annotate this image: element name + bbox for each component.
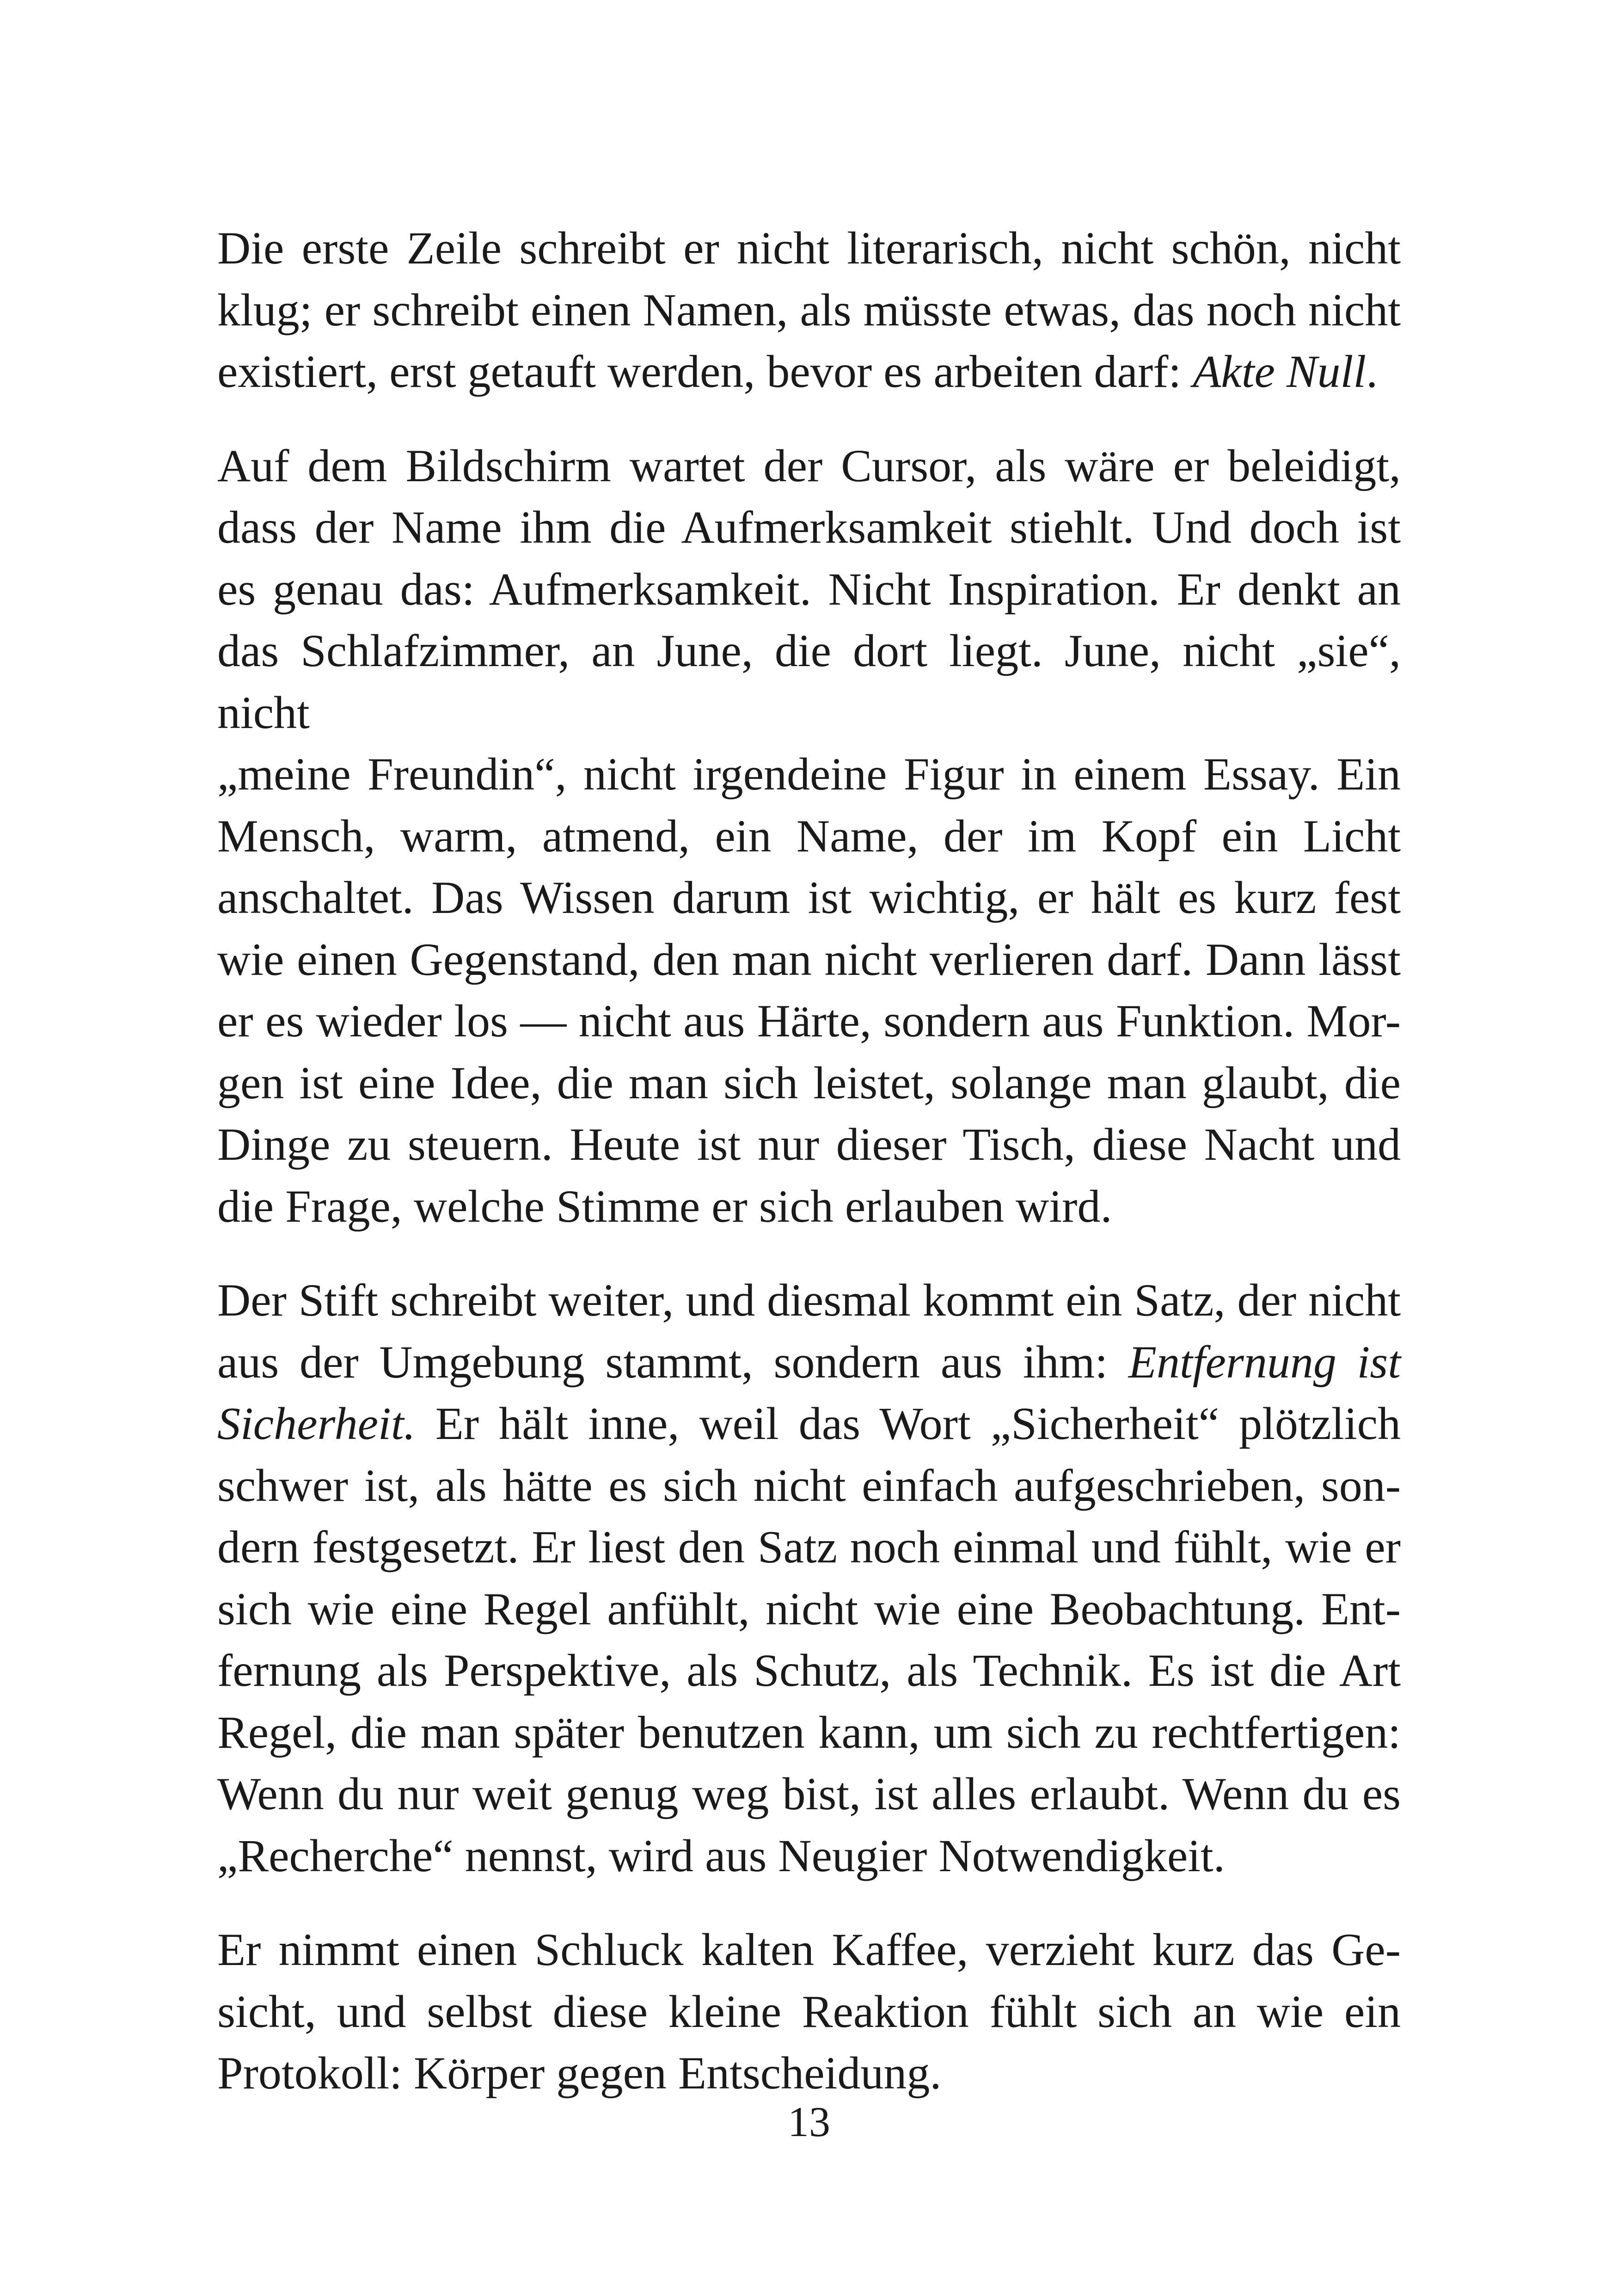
text-line: klug; er schreibt einen Namen, als müsste etwas, das noch nicht: [217, 284, 1401, 336]
paragraph-3: [217, 1269, 1401, 1886]
text-line: Die erste Zeile schreibt er nicht literarisch, nicht schön, nicht: [217, 222, 1401, 274]
italic-title-akte-null: Akte Null: [1193, 346, 1367, 397]
text-run: .: [1366, 346, 1378, 397]
text-line: die Frage, welche Stimme er sich erlauben wird.: [217, 1180, 1112, 1232]
text-line: dass der Name ihm die Aufmerksamkeit stiehlt. Und doch ist: [217, 502, 1401, 553]
text-line: Wenn du nur weit genug weg bist, ist alles erlaubt. Wenn du es: [217, 1768, 1401, 1819]
italic-quote: Entfernung ist: [1128, 1336, 1401, 1388]
text-line: Dinge zu steuern. Heute ist nur dieser Tisch, diese Nacht und: [217, 1119, 1401, 1170]
text-line: gen ist eine Idee, die man sich leistet, solange man glaubt, die: [217, 1057, 1401, 1108]
text-line: Er nimmt einen Schluck kalten Kaffee, verzieht kurz das Ge-: [217, 1924, 1401, 1975]
text-run: Er hält inne, weil das Wort „Sicherheit“ plötzlich: [415, 1398, 1401, 1449]
body-text: [217, 217, 1401, 2104]
text-line: sich wie eine Regel anfühlt, nicht wie eine Beobachtung. Ent-: [217, 1583, 1401, 1635]
text-line: das Schlafzimmer, an June, die dort liegt. June, nicht „sie“, nicht: [217, 625, 1401, 738]
text-line: Mensch, warm, atmend, ein Name, der im Kopf ein Licht: [217, 810, 1401, 862]
paragraph-1: [217, 217, 1401, 403]
paragraph-4: [217, 1919, 1401, 2104]
text-run: aus der Umgebung stammt, sondern aus ihm:: [217, 1336, 1128, 1388]
text-line: „Recherche“ nennst, wird aus Neugier Notwendigkeit.: [217, 1830, 1225, 1881]
text-line: [217, 341, 1401, 403]
text-line: Auf dem Bildschirm wartet der Cursor, als wäre er beleidigt,: [217, 440, 1401, 491]
text-line: Regel, die man später benutzen kann, um sich zu rechtfertigen:: [217, 1706, 1401, 1758]
text-line: Protokoll: Körper gegen Entscheidung.: [217, 2047, 942, 2099]
text-line: es genau das: Aufmerksamkeit. Nicht Inspiration. Er denkt an: [217, 563, 1401, 615]
text-line: sicht, und selbst diese kleine Reaktion fühlt sich an wie ein: [217, 1985, 1401, 2037]
text-line: [217, 1331, 1401, 1393]
text-line: er es wieder los — nicht aus Härte, sondern aus Funktion. Mor-: [217, 995, 1401, 1047]
paragraph-2: [217, 435, 1401, 1237]
page-number: 13: [788, 2098, 830, 2145]
text-run: existiert, erst getauft werden, bevor es arbeiten darf:: [217, 346, 1193, 397]
text-line: [217, 1393, 1401, 1455]
text-line: dern festgesetzt. Er liest den Satz noch einmal und fühlt, wie er: [217, 1521, 1401, 1573]
text-line: Der Stift schreibt weiter, und diesmal kommt ein Satz, der nicht: [217, 1274, 1401, 1326]
text-line: „meine Freundin“, nicht irgendeine Figur in einem Essay. Ein: [217, 748, 1401, 800]
text-line: anschaltet. Das Wissen darum ist wichtig, er hält es kurz fest: [217, 872, 1401, 923]
text-line: wie einen Gegenstand, den man nicht verlieren darf. Dann lässt: [217, 933, 1401, 985]
italic-quote: Sicherheit.: [217, 1398, 416, 1449]
text-line: schwer ist, als hätte es sich nicht einfach aufgeschrieben, son-: [217, 1459, 1401, 1511]
text-line: fernung als Perspektive, als Schutz, als Technik. Es ist die Art: [217, 1645, 1401, 1696]
